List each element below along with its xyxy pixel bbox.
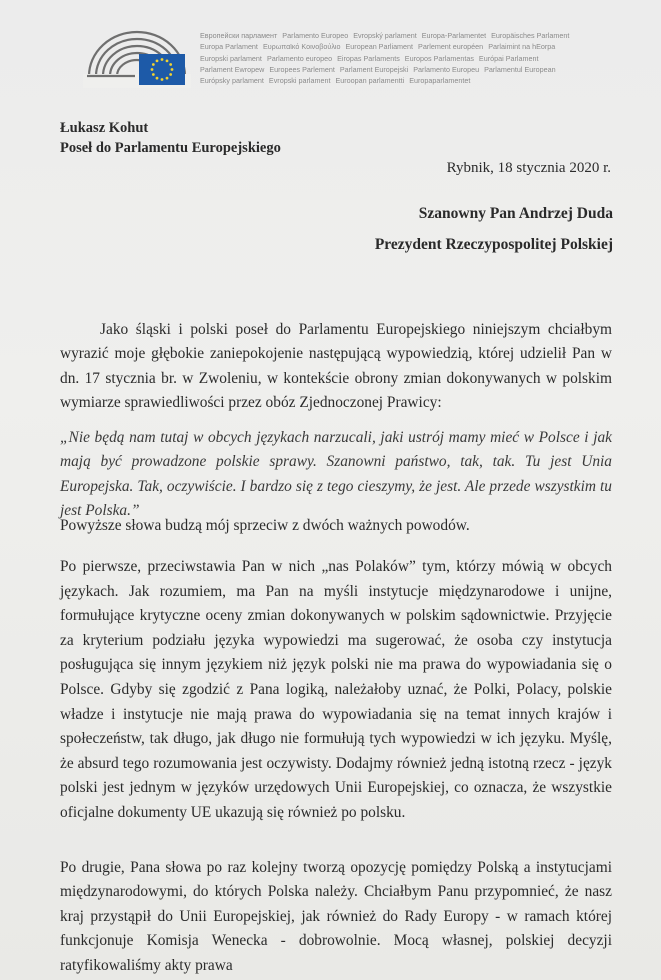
institution-name: Europees Parlement	[269, 64, 335, 74]
institution-name: Parlamento europeo	[266, 53, 333, 63]
institution-name: Parlaimint na hEorpa	[488, 42, 556, 52]
eu-star-icon	[151, 68, 154, 71]
eu-star-icon	[166, 59, 169, 62]
institution-name: Europos Parlamentas	[404, 53, 474, 63]
sender-title: Poseł do Parlamentu Europejskiego	[60, 140, 281, 156]
recipient-block	[375, 198, 613, 260]
eu-star-icon	[169, 63, 172, 66]
institution-name: Európsky parlament	[200, 76, 264, 86]
paragraph-first-reason: Po pierwsze, przeciwstawia Pan w nich „nas Polaków” tym, którzy mówią w obcych językach. Jak rozumiem, ma Pan na myśli instytucje międzynarodowe i unijne, formułujące krytyczne oceny zmian dokonywanych w polskim sądownictwie. Przyjęcie za kryterium podziału języka wypowiedzi ma sugerować, że osoba czy instytucja posługująca się innym językiem niż język polski nie ma prawa do wypowiadania się o Polsce. Gdyby się zgodzić z Pana logiką, należałoby uznać, że Polki, Polacy, polskie władze i instytucje nie mają prawa do wypowiadania się na temat innych krajów i społeczeństw, tak długo, jak długo nie formułują tych wypowiedzi w ich języku. Myślę, że absurd tego rozumowania jest oczywisty. Dodajmy również jedną istotną rzecz - język polski jest jednym w języków urzędowych Unii Europejskiej, co oznacza, że wszystkie oficjalne dokumenty UE ukazują się również po polsku.	[60, 558, 612, 821]
institution-name: Европейски парламент	[200, 31, 278, 40]
eu-star-icon	[166, 77, 169, 80]
paragraph-objection: Powyższe słowa budzą mój sprzeciw z dwóch ważnych powodów.	[60, 517, 470, 534]
sender-name: Łukasz Kohut	[60, 120, 149, 136]
quotation: „Nie będą nam tutaj w obcych językach narzucali, jaki ustrój mamy mieć w Polsce i jak mają być prowadzone polskie sprawy. Szanowni państwo, tak, tak. Tu jest Unia Europejska. Tak, oczywiście. I bardzo się z tego cieszymy, że jest. Ale przede wszystkim tu jest Polska.”	[60, 429, 612, 520]
institution-name: Europa Parlament	[200, 42, 258, 52]
institution-name: Parlamento Europeu	[413, 64, 480, 74]
institution-name: European Parliament	[345, 42, 414, 52]
institution-name: Parlament Europejski	[339, 64, 409, 74]
recipient-title: Prezydent Rzeczypospolitej Polskiej	[374, 236, 613, 253]
sender-block	[60, 118, 281, 158]
eu-star-icon	[171, 68, 174, 71]
eu-star-icon	[169, 73, 172, 76]
institution-name: Evropský parlament	[353, 31, 417, 40]
institution-name: Parlement européen	[418, 42, 484, 52]
eu-star-icon	[152, 73, 155, 76]
institution-name: Euroopan parlamentti	[335, 76, 405, 86]
recipient-salutation: Szanowny Pan Andrzej Duda	[418, 205, 613, 222]
eu-star-icon	[161, 78, 164, 81]
eu-star-icon	[156, 59, 159, 62]
institution-name: Parlament Ewropew	[200, 64, 265, 74]
institution-names	[200, 30, 656, 86]
institution-name: Ευρωπαϊκό Κοινοβούλιο	[262, 42, 341, 52]
paragraph-second-reason: Po drugie, Pana słowa po raz kolejny tworzą opozycję pomiędzy Polską a instytucjami międzynarodowymi, do których Polska należy. Chciałbym Panu przypomnieć, że nasz kraj przystąpił do Unii Europejskiej, jak również do Rady Europy - w ramach której funkcjonuje Komisja Wenecka - dobrowolnie. Mocą własnej, polskiej decyzji ratyfikowaliśmy akty prawa	[60, 859, 612, 974]
place-date: Rybnik, 18 stycznia 2020 r.	[446, 160, 611, 176]
institution-name: Europäisches Parlament	[491, 31, 570, 40]
eu-star-icon	[152, 63, 155, 66]
eu-star-icon	[161, 58, 164, 61]
institution-name: Europa-Parlamentet	[421, 31, 487, 40]
institution-name: Europski parlament	[200, 53, 262, 63]
institution-name: Parlamentul European	[484, 64, 556, 74]
institution-name: Europaparlamentet	[409, 76, 471, 86]
eu-star-icon	[156, 77, 159, 80]
european-parliament-logo	[83, 26, 191, 88]
paragraph-intro: Jako śląski i polski poseł do Parlamentu Europejskiego niniejszym chciałbym wyrazić moje głębokie zaniepokojenie następującą wypowiedzią, której udzielił Pan w dn. 17 stycznia br. w Zwoleniu, w kontekście obrony zmian dokonywanych w polskim wymiarze sprawiedliwości przez obóz Zjednoczonej Prawicy:	[60, 321, 612, 412]
institution-name: Parlamento Europeo	[282, 31, 349, 40]
institution-name: Európai Parlament	[478, 53, 539, 63]
institution-name: Eiropas Parlaments	[337, 53, 400, 63]
institution-name: Evropski parlament	[268, 76, 331, 86]
